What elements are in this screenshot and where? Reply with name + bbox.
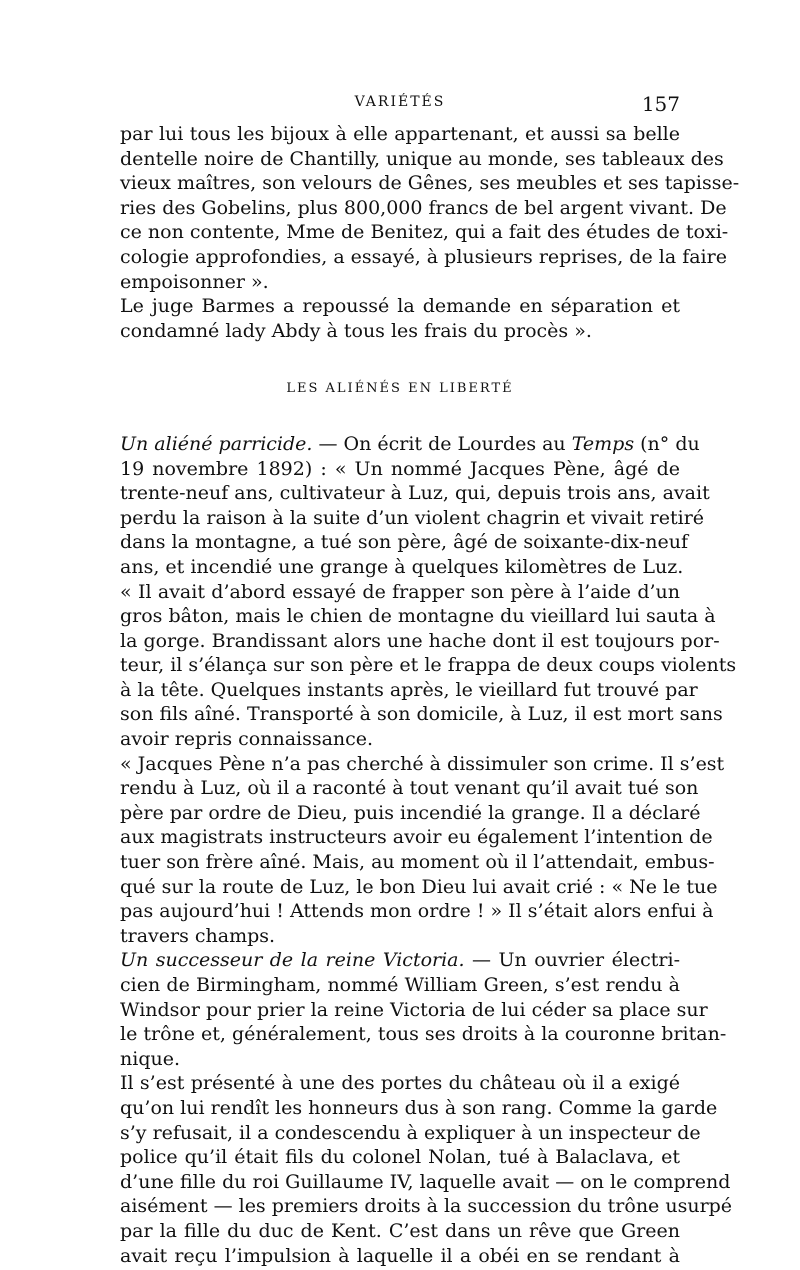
- text-line: s’y refusait, il a condescendu à expliquer à un inspecteur de: [120, 1121, 701, 1144]
- text-line: avoir repris connaissance.: [120, 728, 374, 751]
- running-title: VARIÉTÉS: [354, 94, 446, 110]
- text-line: avait reçu l’impulsion à laquelle il a obéi en se rendant à: [120, 1244, 680, 1267]
- text-line: qu’on lui rendît les honneurs dus à son rang. Comme la garde: [120, 1096, 718, 1119]
- text-line: dans la montagne, a tué son père, âgé de soixante-dix-neuf: [120, 531, 688, 554]
- text-line: tuer son frère aîné. Mais, au moment où il l’attendait, embus-: [120, 851, 715, 874]
- text-line: [120, 432, 700, 457]
- text-line: la gorge. Brandissant alors une hache dont il est toujours por-: [120, 629, 720, 652]
- text-line: nique.: [120, 1047, 180, 1070]
- text-line: vieux maîtres, son velours de Gênes, ses meubles et ses tapisse-: [120, 172, 740, 195]
- article-heading: Un aliéné parricide.: [120, 432, 313, 455]
- text-line: cologie approfondies, a essayé, à plusieurs reprises, de la faire: [120, 245, 727, 268]
- text-line: qué sur la route de Luz, le bon Dieu lui avait crié : « Ne le tue: [120, 875, 718, 898]
- text-line: pas aujourd’hui ! Attends mon ordre ! » Il s’était alors enfui à: [120, 900, 714, 923]
- text-fragment: — Un ouvrier électri-: [464, 949, 680, 972]
- text-line: Le juge Barmes a repoussé la demande en séparation et: [120, 295, 680, 318]
- text-line: aisément — les premiers droits à la succession du trône usurpé: [120, 1195, 733, 1218]
- text-line: aux magistrats instructeurs avoir eu également l’intention de: [120, 826, 713, 849]
- text-line: Windsor pour prier la reine Victoria de lui céder sa place sur: [120, 998, 708, 1021]
- text-line: ans, et incendié une grange à quelques kilomètres de Luz.: [120, 555, 684, 578]
- page-header: [120, 92, 680, 122]
- section-title: LES ALIÉNÉS EN LIBERTÉ: [286, 381, 514, 397]
- text-line: rendu à Luz, où il a raconté à tout venant qu’il avait tué son: [120, 777, 699, 800]
- text-line: gros bâton, mais le chien de montagne du vieillard lui sauta à: [120, 605, 716, 628]
- newspaper-title: Temps: [571, 432, 635, 455]
- text-line: condamné lady Abdy à tous les frais du procès ».: [120, 319, 592, 342]
- page-number: 157: [641, 92, 680, 116]
- article-heading: Un successeur de la reine Victoria.: [120, 949, 465, 972]
- text-line: ce non contente, Mme de Benitez, qui a fait des études de toxi-: [120, 221, 729, 244]
- text-line: « Il avait d’abord essayé de frapper son père à l’aide d’un: [120, 580, 680, 603]
- text-line: dentelle noire de Chantilly, unique au monde, ses tableaux des: [120, 147, 724, 170]
- text-line: d’une fille du roi Guillaume IV, laquelle avait — on le comprend: [120, 1170, 731, 1193]
- text-line: 19 novembre 1892) : « Un nommé Jacques Pène, âgé de: [120, 457, 680, 480]
- text-line: empoisonner ».: [120, 270, 269, 293]
- text-line: perdu la raison à la suite d’un violent chagrin et vivait retiré: [120, 506, 705, 529]
- text-fragment: — On écrit de Lourdes au: [312, 432, 572, 455]
- body-text: [120, 122, 740, 1268]
- text-line: [120, 948, 680, 973]
- text-line: travers champs.: [120, 924, 276, 947]
- text-line: teur, il s’élança sur son père et le frappa de deux coups violents: [120, 654, 737, 677]
- text-line: par la fille du duc de Kent. C’est dans un rêve que Green: [120, 1219, 680, 1242]
- text-line: Il s’est présenté à une des portes du château où il a exigé: [120, 1072, 680, 1095]
- text-line: « Jacques Pène n’a pas cherché à dissimuler son crime. Il s’est: [120, 752, 725, 775]
- text-line: père par ordre de Dieu, puis incendié la grange. Il a déclaré: [120, 801, 701, 824]
- text-line: ries des Gobelins, plus 800,000 francs de bel argent vivant. De: [120, 196, 727, 219]
- text-fragment: (n° du: [634, 432, 700, 455]
- text-line: police qu’il était fils du colonel Nolan, tué à Balaclava, et: [120, 1146, 680, 1169]
- text-line: à la tête. Quelques instants après, le vieillard fut trouvé par: [120, 678, 698, 701]
- text-line: trente-neuf ans, cultivateur à Luz, qui, depuis trois ans, avait: [120, 482, 710, 505]
- text-line: le trône et, généralement, tous ses droits à la couronne britan-: [120, 1023, 727, 1046]
- text-line: cien de Birmingham, nommé William Green, s’est rendu à: [120, 974, 680, 996]
- text-line: son fils aîné. Transporté à son domicile, à Luz, il est mort sans: [120, 703, 723, 726]
- text-line: par lui tous les bijoux à elle appartenant, et aussi sa belle: [120, 123, 680, 145]
